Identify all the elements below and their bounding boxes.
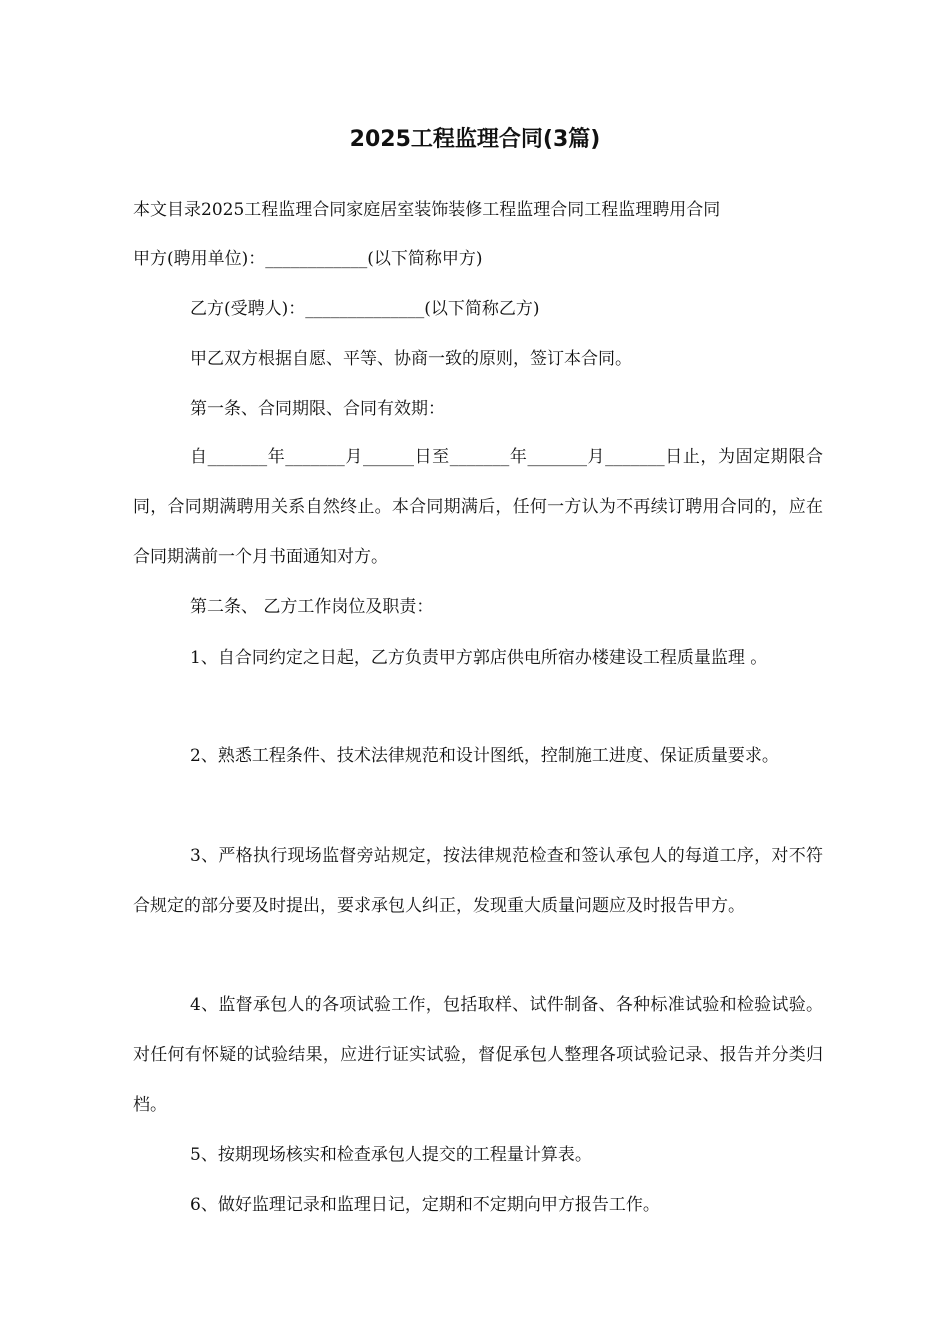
document-title: 2025工程监理合同(3篇): [349, 127, 601, 152]
duty-item-4: 4、监督承包人的各项试验工作，包括取样、试件制备、各种标准试验和检验试验。对任何有怀疑的试验结果，应进行证实试验，督促承包人整理各项试验记录、报告并分类归档。: [133, 995, 823, 1115]
duty-item-5: 5、按期现场核实和检查承包人提交的工程量计算表。: [190, 1145, 592, 1165]
table-of-contents-line: 本文目录2025工程监理合同家庭居室装饰装修工程监理合同工程监理聘用合同: [133, 200, 721, 220]
party-a-line: 甲方(聘用单位)：____________(以下简称甲方): [133, 249, 483, 269]
duty-item-3: 3、严格执行现场监督旁站规定，按法律规范检查和签认承包人的每道工序，对不符合规定的部分要及时提出，要求承包人纠正，发现重大质量问题应及时报告甲方。: [133, 846, 823, 916]
intro-paragraph: 甲乙双方根据自愿、平等、协商一致的原则，签订本合同。: [190, 349, 632, 369]
duty-item-6: 6、做好监理记录和监理日记，定期和不定期向甲方报告工作。: [190, 1195, 660, 1215]
article1-heading: 第一条、合同期限、合同有效期：: [190, 399, 445, 419]
article1-body: 自_______年_______月______日至_______年_______月_______日止，为固定期限合同，合同期满聘用关系自然终止。本合同期满后，任何一方认为不再续订聘用合同的，应在合同期满前一个月书面通知对方。: [133, 447, 823, 567]
duty-item-2: 2、熟悉工程条件、技术法律规范和设计图纸，控制施工进度、保证质量要求。: [190, 746, 779, 766]
article2-heading: 第二条、 乙方工作岗位及职责：: [190, 597, 434, 617]
duty-item-1: 1、自合同约定之日起，乙方负责甲方郭店供电所宿办楼建设工程质量监理 。: [190, 648, 768, 668]
party-b-line: 乙方(受聘人)：______________(以下简称乙方): [190, 299, 540, 319]
